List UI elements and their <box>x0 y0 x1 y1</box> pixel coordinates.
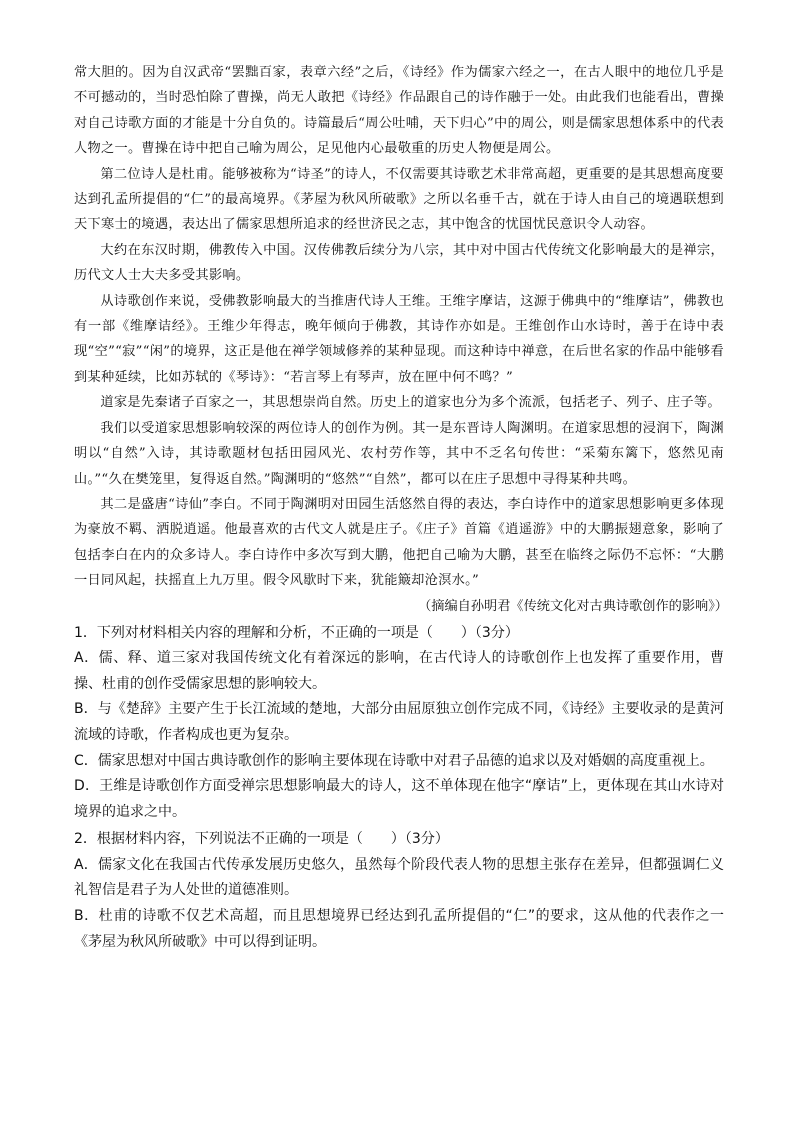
question-2 <box>74 827 724 955</box>
passage-paragraph-4: 从诗歌创作来说，受佛教影响最大的当推唐代诗人王维。王维字摩诘，这源于佛典中的“维摩诘”，佛教也有一部《维摩诘经》。王维少年得志，晚年倾向于佛教，其诗作亦如是。王维创作山水诗时，善于在诗中表现“空”“寂”“闲”的境界，这正是他在禅学领域修养的某种显现。而这种诗中禅意，在后世名家的作品中能够看到某种延续，比如苏轼的《琴诗》：“若言琴上有琴声，放在匣中何不鸣？” <box>74 293 724 385</box>
question-2-stem: 2．根据材料内容，下列说法不正确的一项是（ ）（3分） <box>74 831 449 848</box>
document-page <box>74 60 728 955</box>
question-1 <box>74 621 724 826</box>
question-2-option-b: B．杜甫的诗歌不仅艺术高超，而且思想境界已经达到孔孟所提倡的“仁”的要求，这从他的代表作之一《茅屋为秋风所破歌》中可以得到证明。 <box>74 908 724 950</box>
passage-paragraph-2: 第二位诗人是杜甫。能够被称为“诗圣”的诗人，不仅需要其诗歌艺术非常高超，更重要的是其思想高度要达到孔孟所提倡的“仁”的最高境界。《茅屋为秋风所破歌》之所以名垂千古，就在于诗人由自己的境遇联想到天下寒士的境遇，表达出了儒家思想所追求的经世济民之志，其中饱含的忧国忧民意识令人动容。 <box>74 166 724 233</box>
passage-paragraph-7: 其二是盛唐“诗仙”李白。不同于陶渊明对田园生活悠然自得的表达，李白诗作中的道家思想影响更多体现为豪放不羁、洒脱逍遥。他最喜欢的古代文人就是庄子。《庄子》首篇《逍遥游》中的大鹏振翅意象，影响了包括李白在内的众多诗人。李白诗作中多次写到大鹏，他把自己喻为大鹏，甚至在临终之际仍不忘怀：“大鹏一日同风起，扶摇直上九万里。假令风歇时下来，犹能簸却沧溟水。” <box>74 496 724 589</box>
question-1-option-a: A．儒、释、道三家对我国传统文化有着深远的影响，在古代诗人的诗歌创作上也发挥了重要作用，曹操、杜甫的创作受儒家思想的影响较大。 <box>74 650 724 692</box>
question-1-option-b: B．与《楚辞》主要产生于长江流域的楚地，大部分由屈原独立创作完成不同，《诗经》主要收录的是黄河流域的诗歌，作者构成也更为复杂。 <box>74 701 724 743</box>
question-1-option-c: C．儒家思想对中国古典诗歌创作的影响主要体现在诗歌中对君子品德的追求以及对婚姻的高度重视上。 <box>74 752 714 769</box>
source-citation: （摘编自孙明君《传统文化对古典诗歌创作的影响》） <box>418 598 728 614</box>
question-1-stem: 1．下列对材料相关内容的理解和分析，不正确的一项是（ ）（3分） <box>74 624 519 641</box>
passage-paragraph-1: 常大胆的。因为自汉武帝“罢黜百家，表章六经”之后，《诗经》作为儒家六经之一，在古人眼中的地位几乎是不可撼动的，当时恐怕除了曹操，尚无人敢把《诗经》作品跟自己的诗作融于一处。由此我们也能看出，曹操对自己诗歌方面的才能是十分自负的。诗篇最后“周公吐哺，天下归心”中的周公，则是儒家思想体系中的代表人物之一。曹操在诗中把自己喻为周公，足见他内心最敬重的历史人物便是周公。 <box>74 65 724 157</box>
passage-paragraph-5: 道家是先秦诸子百家之一，其思想崇尚自然。历史上的道家也分为多个流派，包括老子、列子、庄子等。 <box>100 395 721 411</box>
question-1-option-d: D．王维是诗歌创作方面受禅宗思想影响最大的诗人，这不单体现在他字“摩诘”上，更体现在其山水诗对境界的追求之中。 <box>74 778 724 820</box>
passage-paragraph-3: 大约在东汉时期，佛教传入中国。汉传佛教后续分为八宗，其中对中国古代传统文化影响最大的是禅宗，历代文人士大夫多受其影响。 <box>74 242 724 284</box>
passage-paragraph-6: 我们以受道家思想影响较深的两位诗人的创作为例。其一是东晋诗人陶渊明。在道家思想的浸润下，陶渊明以“自然”入诗，其诗歌题材包括田园风光、农村劳作等，其中不乏名句传世：“采菊东篱下，悠然见南山。”“久在樊笼里，复得返自然。”陶渊明的“悠然”“自然”，都可以在庄子思想中寻得某种共鸣。 <box>74 420 724 487</box>
question-2-option-a: A．儒家文化在我国古代传承发展历史悠久，虽然每个阶段代表人物的思想主张存在差异，但都强调仁义礼智信是君子为人处世的道德准则。 <box>74 856 724 899</box>
